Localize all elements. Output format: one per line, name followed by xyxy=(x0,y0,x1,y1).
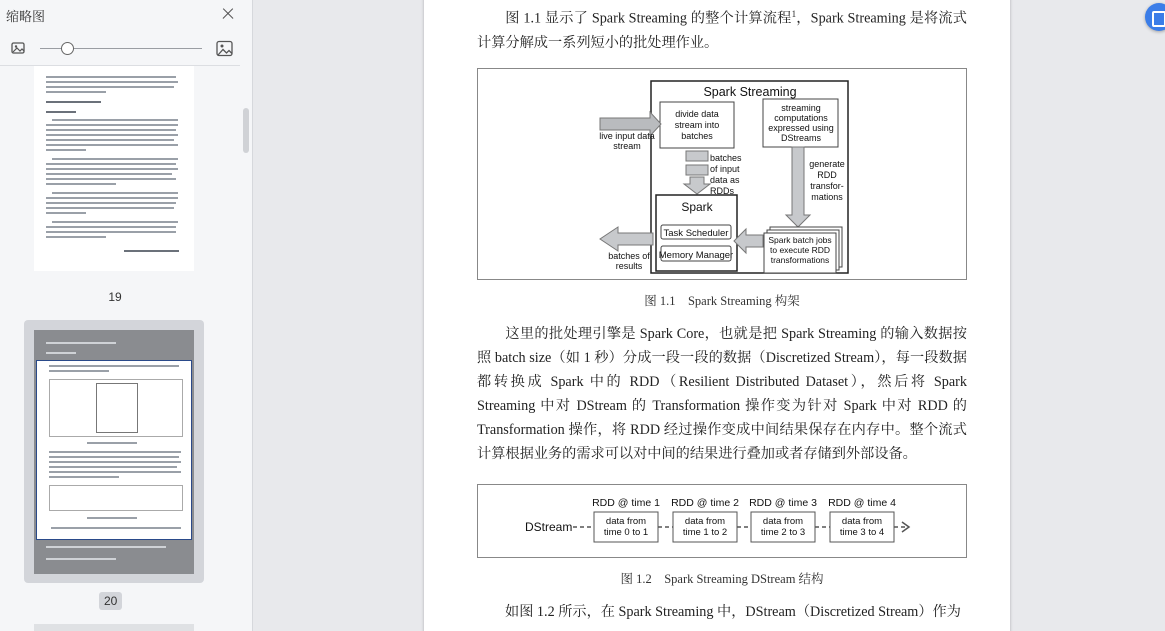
document-viewer[interactable] xyxy=(254,0,1165,631)
thumbnail-page-number: 19 xyxy=(108,290,122,304)
fig2-rdd-title: RDD @ time 3 xyxy=(749,497,817,509)
fig1-input-label: live input data stream xyxy=(599,131,655,151)
fig1-caption: 图 1.1 Spark Streaming 构架 xyxy=(644,294,800,308)
zoom-out-image-icon[interactable] xyxy=(11,41,25,55)
fig2-rdd-data: data from time 2 to 3 xyxy=(760,516,806,538)
sidebar-scrollbar[interactable] xyxy=(243,108,249,153)
thumbnail-page-19[interactable] xyxy=(24,66,204,279)
fig2-rdd-data: data from time 1 to 2 xyxy=(682,516,728,538)
fig2-dstream-label: DStream xyxy=(525,520,573,534)
zoom-in-image-icon[interactable] xyxy=(216,40,233,57)
close-icon[interactable] xyxy=(220,6,236,22)
thumbnail-image xyxy=(34,624,194,631)
fig1-jobs-label: Spark batch jobs to execute RDD transformations xyxy=(768,235,832,265)
paragraph-2: 这里的批处理引擎是 Spark Core，也就是把 Spark Streaming 的输入数据按照 batch size（如 1 秒）分成一段一段的数据（Discretized Stream），每一段数据都转换成 Spark 中的 RDD（Resilient Distributed Dataset），然后将 Spark Streaming 中对 DStream 的 Transformation 操作变为针对 Spark 中对 RDD 的 Transformation 操作，将 RDD 经过操作变成中间结果保存在内存中。整个流式计算根据业务的需求可以对中间的结果进行叠加或者存储到外部设备。 xyxy=(477,326,967,462)
fig2-caption: 图 1.2 Spark Streaming DStream 结构 xyxy=(620,572,824,586)
thumbnail-page-20[interactable] xyxy=(24,320,204,583)
zoom-slider-handle[interactable] xyxy=(61,42,74,55)
thumbnail-page-21[interactable] xyxy=(24,624,204,631)
paragraph-1: 图 1.1 显示了 Spark Streaming 的整个计算流程$^1$，Spark Streaming 是将流式计算分解成一系列短小的批处理作业。 xyxy=(477,9,967,51)
dstream-structure-figure xyxy=(477,484,967,558)
thumbnail-image xyxy=(34,66,194,271)
thumbnail-zoom-control xyxy=(0,40,253,58)
fig1-results-label: batches of results xyxy=(608,251,650,271)
spark-streaming-architecture-figure xyxy=(477,68,967,280)
thumbnail-image xyxy=(34,330,194,574)
fig2-rdd-data: data from time 0 to 1 xyxy=(603,516,649,538)
translate-icon[interactable] xyxy=(1145,3,1165,31)
fig1-generate-label: generate RDD transfor- mations xyxy=(809,159,845,202)
fig2-rdd-title: RDD @ time 1 xyxy=(592,497,660,509)
thumbnail-sidebar xyxy=(0,0,253,631)
fig1-title: Spark Streaming xyxy=(703,85,797,99)
fig2-rdd-title: RDD @ time 2 xyxy=(671,497,739,509)
thumbnail-page-number: 20 xyxy=(99,592,122,610)
fig2-rdd-title: RDD @ time 4 xyxy=(828,497,896,509)
fig2-rdd-data: data from time 3 to 4 xyxy=(839,516,885,538)
sidebar-title: 缩略图 xyxy=(6,10,46,25)
document-page xyxy=(424,0,1010,631)
fig1-batches-input-label: batches of input data as RDDs xyxy=(710,153,742,196)
sidebar-header xyxy=(0,0,252,30)
fig1-task-scheduler: Task Scheduler xyxy=(663,228,729,239)
fig1-divide-label: divide data stream into batches xyxy=(674,109,720,141)
fig1-spark-label: Spark xyxy=(681,200,713,214)
fig1-computations-label: streaming computations expressed using DStreams xyxy=(768,103,834,143)
paragraph-3: 如图 1.2 所示，在 Spark Streaming 中，DStream（Discretized Stream）作为 xyxy=(505,604,961,620)
fig1-memory-manager: Memory Manager xyxy=(658,250,734,261)
